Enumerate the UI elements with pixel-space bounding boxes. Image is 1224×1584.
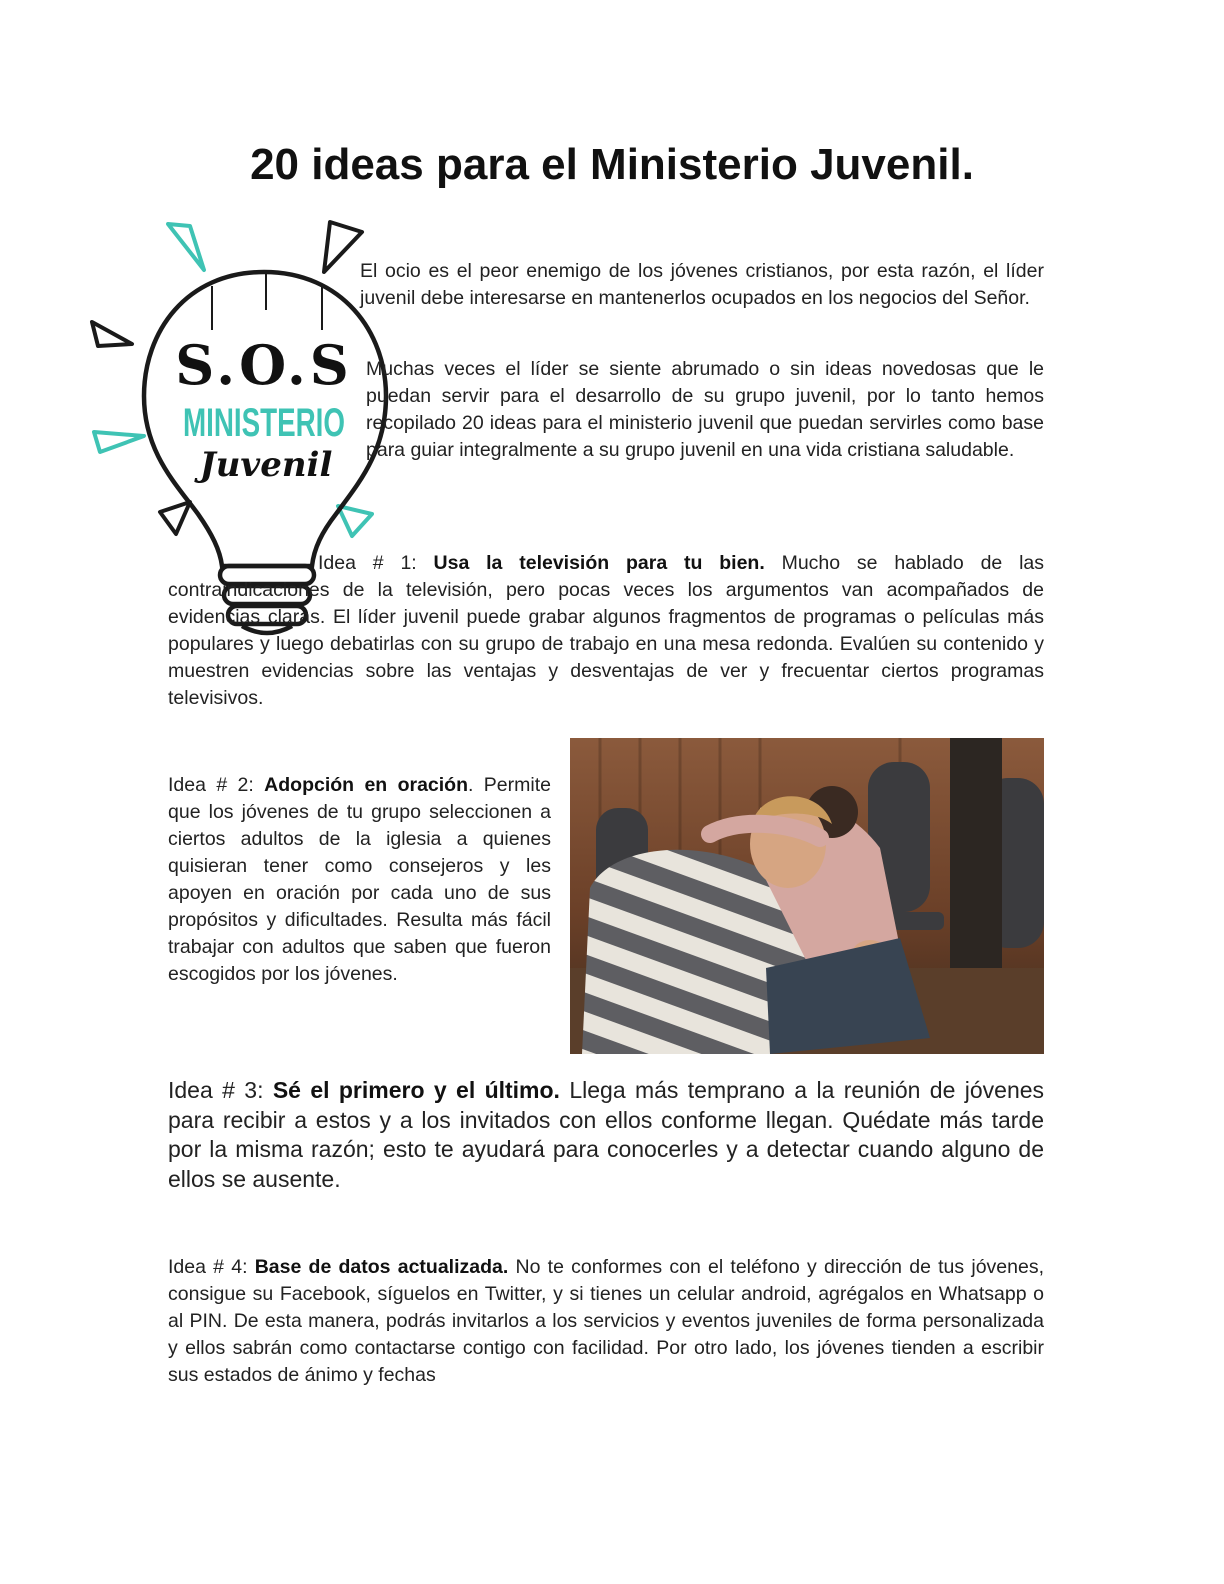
idea-heading: Base de datos actualizada. — [254, 1256, 509, 1278]
ray-icon — [338, 506, 372, 536]
intro-paragraph-1: El ocio es el peor enemigo de los jóvenes cristianos, por esta razón, el líder juvenil debe interesarse en mantenerlos ocupados en los negocios del Señor. — [360, 260, 1044, 309]
intro-paragraph-2: Muchas veces el líder se siente abrumado o sin ideas novedosas que le puedan servir para el desarrollo de su grupo juvenil, por lo tanto hemos recopilado 20 ideas para el ministerio juvenil que puedan servirles como base para guiar integralmente a su grupo juvenil en una vida cristiana saludable. — [366, 358, 1044, 461]
idea-text: Llega más temprano a la reunión de jóvenes para recibir a estos y a los invitados con ellos conforme llegan. Quédate más tarde por la misma razón; esto te ayudará para conocerles y a detectar cuando alguno de ellos se ausente. — [168, 1077, 1045, 1192]
idea-3-paragraph — [168, 1076, 1044, 1194]
idea-text: . Permite que los jóvenes de tu grupo seleccionen a ciertos adultos de la iglesia a quienes quisieran tener como consejeros y les apoyen en oración por cada uno de sus propósitos y dificultades. Resulta más fácil trabajar con adultos que saben que fueron escogidos por los jóvenes. — [168, 774, 551, 985]
prayer-photo — [570, 738, 1044, 1054]
ray-icon — [168, 224, 204, 270]
idea-label: Idea # 3: — [168, 1077, 264, 1103]
idea-1-paragraph — [168, 550, 1044, 712]
idea-text: No te conformes con el teléfono y dirección de tus jóvenes, consigue su Facebook, síguelos en Twitter, y si tienes un celular android, agrégalos en Whatsapp o al PIN. De esta manera, podrás invitarlos a los servicios y eventos juveniles de forma personalizada y ellos sabrán como contactarse contigo con facilidad. Por otro lado, los jóvenes tienden a escribir sus estados de ánimo y fechas — [168, 1256, 1044, 1386]
page-title: 20 ideas para el Ministerio Juvenil. — [250, 140, 974, 189]
idea-heading: Sé el primero y el último. — [272, 1077, 560, 1103]
idea-label: Idea # 1: — [318, 552, 417, 574]
ray-icon — [160, 502, 190, 534]
logo-sos-text: S.O.S — [175, 333, 353, 397]
logo-ministerio-text: MINISTERIO — [183, 401, 345, 445]
idea-heading: Adopción en oración — [264, 774, 468, 796]
idea-label: Idea # 2: — [168, 774, 254, 796]
idea-label: Idea # 4: — [168, 1256, 248, 1278]
logo-juvenil-text: Juvenil — [199, 445, 333, 485]
ray-icon — [94, 432, 144, 452]
idea-heading: Usa la televisión para tu bien. — [433, 552, 765, 574]
idea-2-paragraph — [168, 772, 551, 988]
idea-text: Mucho se hablado de las contraindicaciones de la televisión, pero pocas veces los argumentos van acompañados de evidencias claras. El líder juvenil puede grabar algunos fragmentos de programas o películas más populares y luego debatirlas con su grupo de trabajo en una mesa redonda. Evalúen su contenido y muestren evidencias sobre las ventajas y desventajas de ver y frecuentar ciertos programas televisivos. — [168, 552, 1045, 709]
idea-4-paragraph — [168, 1254, 1044, 1389]
ray-icon — [92, 322, 132, 346]
ray-icon — [324, 222, 362, 272]
